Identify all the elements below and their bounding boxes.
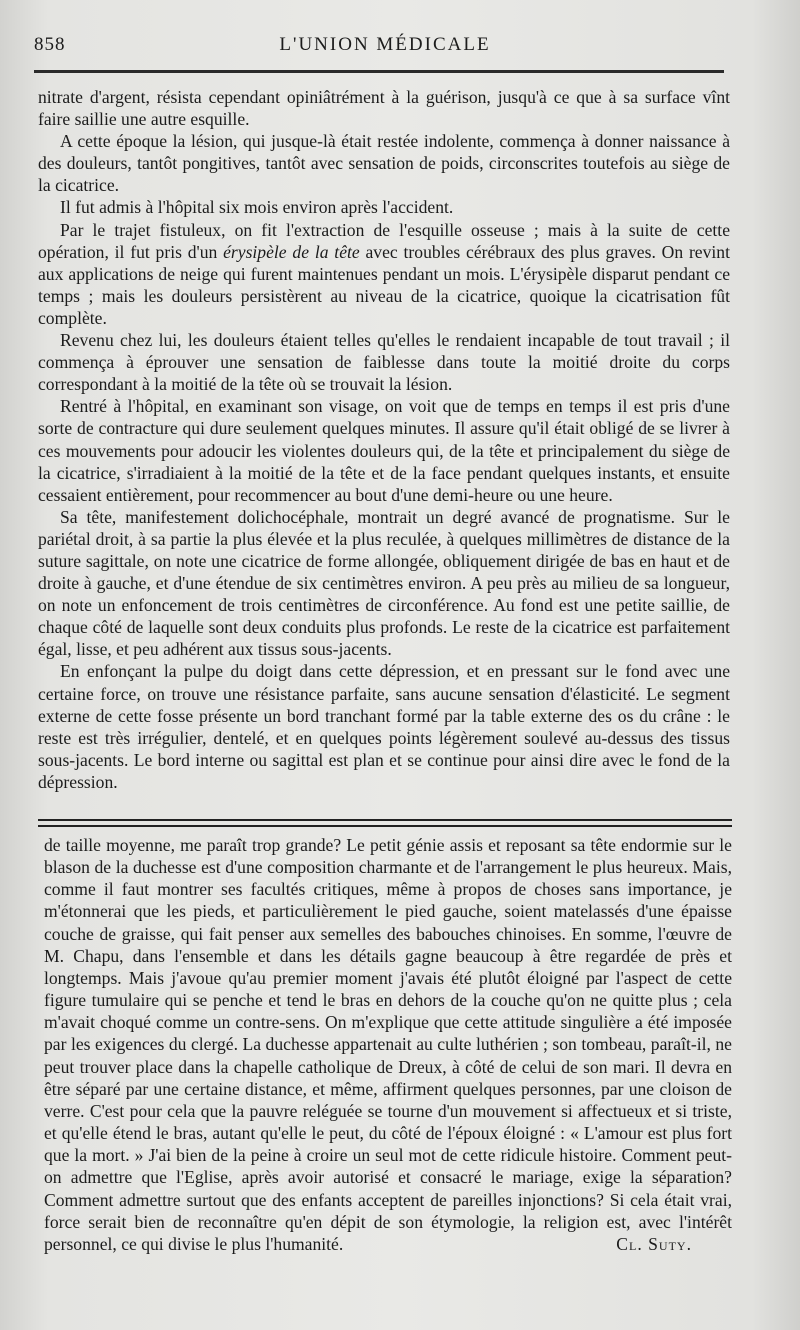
author-signature: Cl. Suty. xyxy=(616,1233,692,1254)
paragraph: En enfonçant la pulpe du doigt dans cette dépression, et en pressant sur le fond avec une certaine force, on trouve une résistance parfaite, sans aucune sensation d'élasticité. Le segment externe de cette fosse présente un bord tranchant formé par la table externe des os du crâne : le reste est très irrégulier, dentelé, et en quelques points légèrement soulevé au-dessus des tissus sous-jacents. Le bord interne ou sagittal est plan et se continue pour ainsi dire avec le fond de la dépression. xyxy=(38,661,730,792)
article-body xyxy=(38,86,730,793)
paragraph: Sa tête, manifestement dolichocéphale, montrait un degré avancé de prognatisme. Sur le pariétal droit, à sa partie la plus élevée et la plus reculée, à quelques millimètres de distance de la suture sagittale, on note une cicatrice de forme allongée, obliquement dirigée de bas en haut et de droite à gauche, et d'une étendue de six centimètres environ. A peu près au milieu de sa longueur, on note un enfoncement de trois centimètres de circonférence. Au fond est une petite saillie, de chaque côté de laquelle sont deux conduits plus profonds. Le reste de la cicatrice est parfaitement égal, lisse, et peu adhérent aux tissus sous-jacents. xyxy=(38,506,730,660)
paragraph-text: avec troubles cérébraux des plus graves. On revint aux applications de neige qui furent maintenues pendant un mois. L'érysipèle disparut pendant ce temps ; mais les douleurs persistèrent au niveau de la cicatrice, quoique la cicatrisation fût complète. xyxy=(38,241,730,328)
feuilleton-separator xyxy=(38,819,732,827)
feuilleton-text: de taille moyenne, me paraît trop grande? Le petit génie assis et reposant sa tête endormie sur le blason de la duchesse est d'une composition charmante et de l'arrangement le plus heureux. Mais, comme il faut montrer ses facultés critiques, même à propos de choses sans importance, je m'étonnerai que les pieds, et particulièrement le pied gauche, soient matelassés d'une épaisse couche de graisse, qui fait penser aux semelles des babouches chinoises. En somme, l'œuvre de M. Chapu, dans l'ensemble et dans les détails gagne beaucoup à être regardée de près et longtemps. Mais j'avoue qu'au premier moment j'avais été plutôt éloigné par l'aspect de cette figure tumulaire qui se penche et tend le bras en dehors de la couche qu'on ne quitte plus ; cela m'avait choqué comme un contre-sens. On m'explique que cette attitude singulière a été imposée par les exigences du clergé. La duchesse appartenait au culte luthérien ; son tombeau, paraît-il, ne peut trouver place dans la chapelle catholique de Dreux, à côté de celui de son mari. Il devra en être séparé par une certaine distance, et même, affirment quelques personnes, par une cloison de verre. C'est pour cela que la pauvre reléguée se tourne d'un mouvement si affectueux et si triste, et qu'elle étend le bras, autant qu'elle le peut, du côté de l'époux éloigné : « L'amour est plus fort que la mort. » J'ai bien de la peine à croire un seul mot de cette ridicule histoire. Comment peut-on admettre que l'Eglise, après avoir autorisé et consacré le mariage, exige la séparation? Comment admettre surtout que des enfants acceptent de pareilles injonctions? Si cela était vrai, force serait bien de reconnaître qu'en dépit de son étymologie, la religion est, avec l'intérêt personnel, ce qui divise le plus l'humanité. xyxy=(44,835,732,1254)
page-number: 858 xyxy=(34,34,66,55)
feuilleton xyxy=(44,834,732,1255)
paragraph-text: Par le trajet fistuleux, on fit l'extraction de l'esquille osseuse ; mais à la suite de cette opération, il fut pris d'un xyxy=(38,219,730,262)
running-head: L'UNION MÉDICALE xyxy=(279,34,491,55)
feuilleton-paragraph xyxy=(44,834,732,1255)
paragraph xyxy=(38,219,730,329)
italic-term: érysipèle de la tête xyxy=(223,241,360,262)
paragraph: Rentré à l'hôpital, en examinant son visage, on voit que de temps en temps il est pris d'une sorte de contracture qui dure seulement quelques minutes. Il assure qu'il était obligé de se livrer à ces mouvements pour adoucir les violentes douleurs qui, de la tête et principalement du siège de la cicatrice, s'irradiaient à la moitié de la tête et de la face pendant quelques instants, et ensuite cessaient entièrement, pour recommencer au bout d'une demi-heure ou une heure. xyxy=(38,396,730,505)
page-header xyxy=(34,34,736,64)
paragraph: Revenu chez lui, les douleurs étaient telles qu'elles le rendaient incapable de tout travail ; il commença à éprouver une sensation de faiblesse dans toute la moitié droite du corps correspondant à la moitié de la tête où se trouvait la lésion. xyxy=(38,330,730,395)
paragraph: nitrate d'argent, résista cependant opiniâtrément à la guérison, jusqu'à ce que à sa surface vînt faire saillie une autre esquille. xyxy=(38,87,730,130)
paragraph: Il fut admis à l'hôpital six mois environ après l'accident. xyxy=(60,197,454,218)
header-rule xyxy=(34,70,724,73)
paragraph: A cette époque la lésion, qui jusque-là était restée indolente, commença à donner naissance à des douleurs, tantôt pongitives, tantôt avec sensation de poids, circonscrites toutefois au siège de la cicatrice. xyxy=(38,131,730,196)
